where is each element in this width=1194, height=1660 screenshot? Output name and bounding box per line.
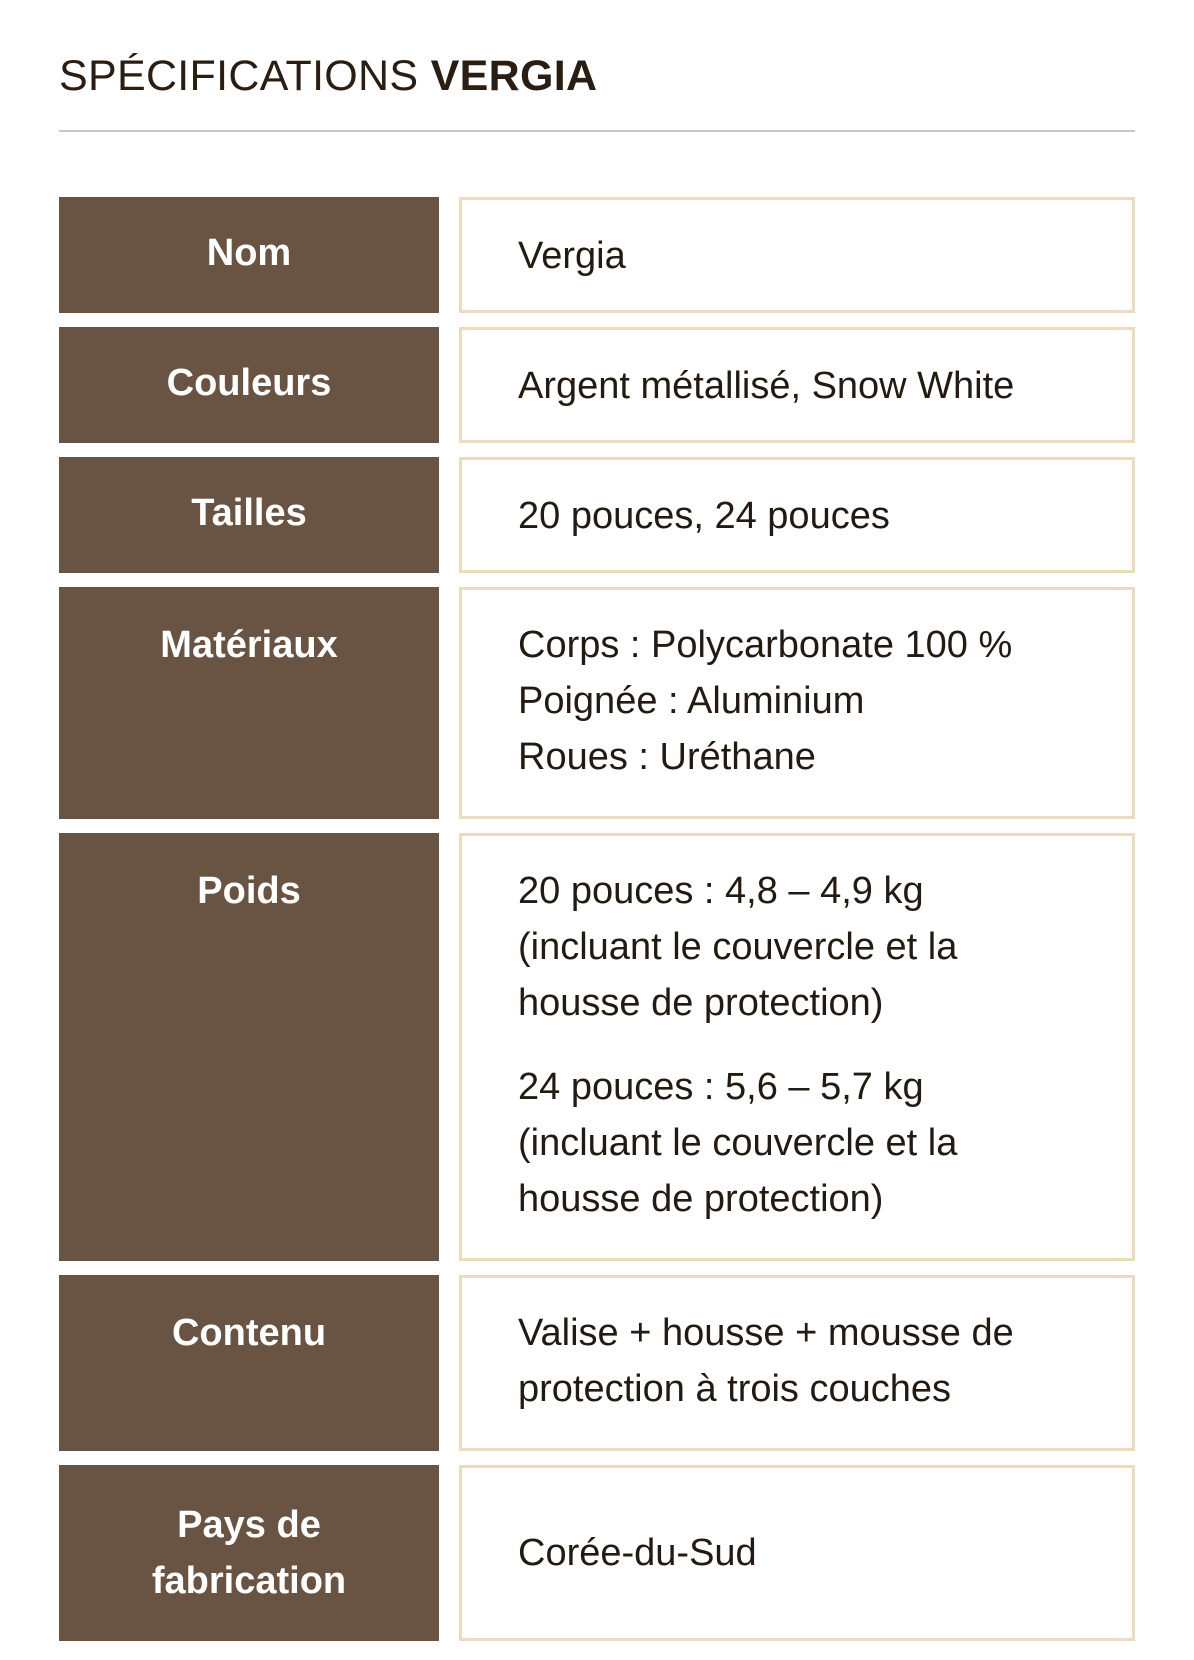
spec-value-line: housse de protection) [518,982,884,1024]
spec-value-line: housse de protection) [518,1178,884,1220]
spec-label-line: Pays de [177,1504,321,1546]
spec-label-couleurs: Couleurs [59,327,439,443]
spec-value-line: 20 pouces, 24 pouces [518,495,890,537]
spec-label-contenu: Contenu [59,1275,439,1451]
title-divider [59,130,1135,132]
spec-table [59,197,1135,1655]
spec-label-nom: Nom [59,197,439,313]
paragraph-spacer [518,1031,1112,1059]
spec-row-nom [59,197,1135,313]
title-product-name: VERGIA [430,52,598,100]
spec-label-tailles: Tailles [59,457,439,573]
title-prefix: SPÉCIFICATIONS [59,52,419,100]
spec-value-line: Corps : Polycarbonate 100 % [518,624,1013,666]
spec-value-contenu [459,1275,1135,1451]
spec-value-tailles [459,457,1135,573]
spec-row-contenu [59,1275,1135,1451]
spec-row-couleurs [59,327,1135,443]
spec-value-line: 20 pouces : 4,8 – 4,9 kg [518,870,924,912]
spec-label-line: fabrication [151,1560,347,1602]
spec-label-materiaux: Matériaux [59,587,439,819]
spec-value-nom [459,197,1135,313]
spec-row-tailles [59,457,1135,573]
spec-label-pays [59,1465,439,1641]
spec-value-line: Poignée : Aluminium [518,680,865,722]
spec-value-materiaux [459,587,1135,819]
spec-value-line: Roues : Uréthane [518,736,816,778]
spec-value-couleurs [459,327,1135,443]
spec-row-materiaux [59,587,1135,819]
spec-value-line: 24 pouces : 5,6 – 5,7 kg [518,1066,924,1108]
spec-value-pays [459,1465,1135,1641]
spec-label-poids: Poids [59,833,439,1261]
spec-value-line: Vergia [518,235,626,277]
spec-label-text [152,1497,346,1609]
spec-value-line: protection à trois couches [518,1368,952,1410]
spec-value-line: Valise + housse + mousse de [518,1312,1014,1354]
spec-value-poids [459,833,1135,1261]
spec-value-line: (incluant le couvercle et la [518,926,958,968]
spec-row-pays [59,1465,1135,1641]
spec-row-poids [59,833,1135,1261]
spec-value-line: Argent métallisé, Snow White [518,365,1015,407]
spec-value-line: Corée-du-Sud [518,1532,757,1574]
page-title [59,48,597,104]
spec-value-line: (incluant le couvercle et la [518,1122,958,1164]
